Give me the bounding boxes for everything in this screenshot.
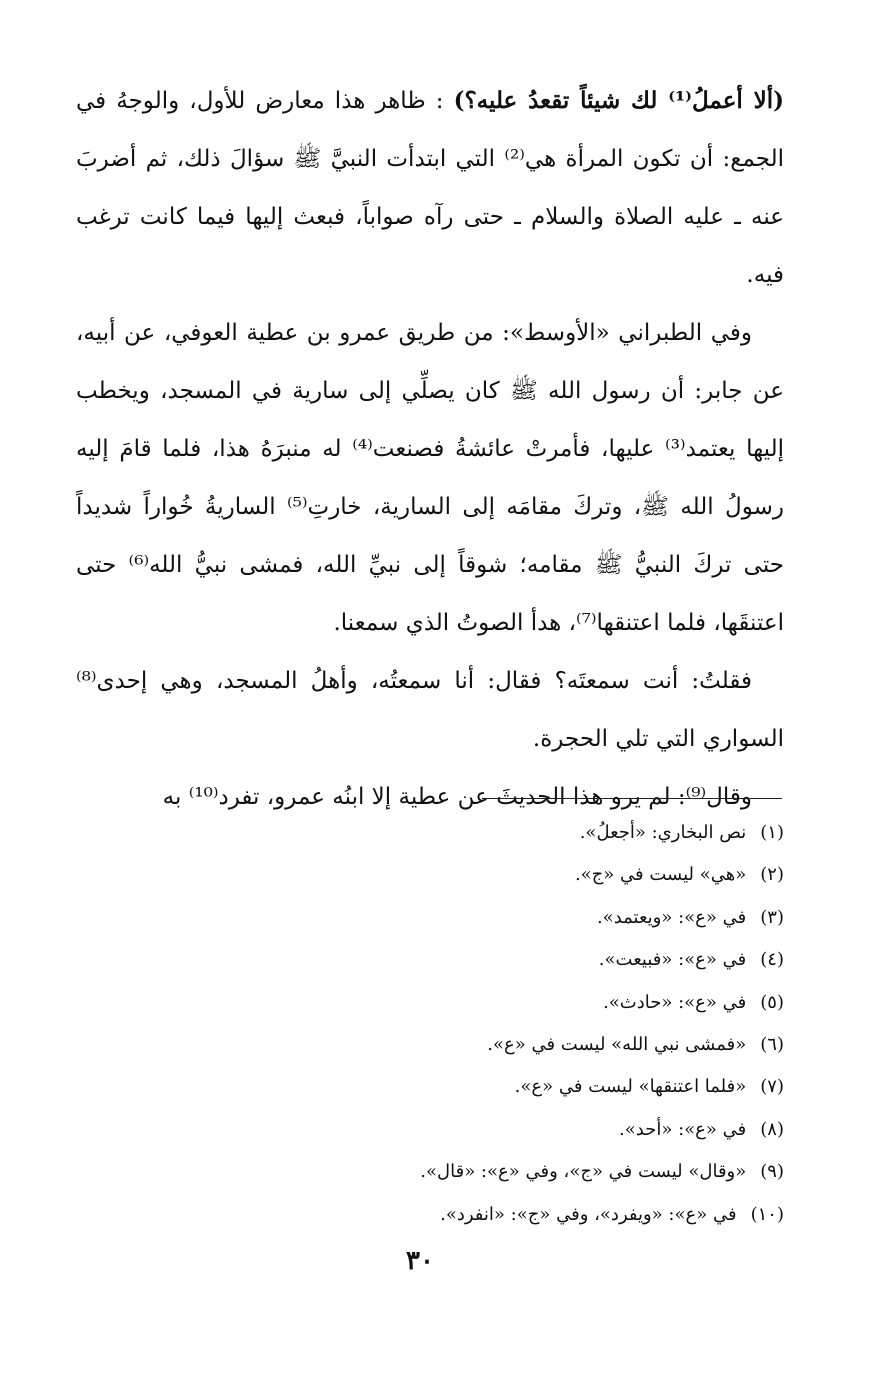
footnote-text: «فلما اعتنقها» ليست في «ع».	[514, 1076, 747, 1098]
footnote-number: (٩)	[760, 1161, 784, 1183]
footnote	[120, 1066, 784, 1108]
footnote-text: «فمشى نبي الله» ليست في «ع».	[487, 1034, 747, 1056]
main-text	[76, 72, 784, 826]
quoted-phrase: (ألا أعملُ⁽¹⁾ لك شيئاً تقعدُ عليه؟)	[453, 87, 785, 114]
footnote	[120, 939, 784, 981]
footnote-text: في «ع»: «ويعتمد».	[596, 906, 747, 928]
paragraph-1	[76, 72, 784, 304]
footnote-number: (١)	[760, 822, 784, 843]
page-number: ٣٠	[406, 1246, 434, 1276]
footnotes-list	[120, 812, 784, 1236]
footnote-text: في «ع»: «حادث».	[603, 991, 747, 1013]
footnote-number: (٧)	[760, 1076, 784, 1098]
footnote-number: (١٠)	[750, 1203, 784, 1225]
paragraph-1-text: : ظاهر هذا معارض للأول، والوجهُ في الجمع: أن تكون المرأة هي⁽²⁾ التي ابتدأت النبيَّ ﷺ سؤالَ ذلك، ثم أضربَ عنه ـ عليه الصلاة والسلام ـ حتى رآه صواباً، فبعث إليها فيما كانت ترغب فيه.	[76, 88, 784, 288]
footnote-text: في «ع»: «أحد».	[619, 1118, 747, 1140]
footnote	[120, 1194, 784, 1236]
footnote	[120, 982, 784, 1024]
footnote-number: (٣)	[760, 906, 784, 928]
paragraph-2: وفي الطبراني «الأوسط»: من طريق عمرو بن عطية العوفي، عن أبيه، عن جابر: أن رسول الله ﷺ كان يصلِّي إلى سارية في المسجد، ويخطب إليها يعتمد⁽³⁾ عليها، فأمرتْ عائشةُ فصنعت⁽⁴⁾ له منبرَهُ هذا، فلما قامَ إليه رسولُ الله ﷺ، وتركَ مقامَه إلى السارية، خارتِ⁽⁵⁾ الساريةُ خُواراً شديداً حتى تركَ النبيُّ ﷺ مقامه؛ شوقاً إلى نبيِّ الله، فمشى نبيُّ الله⁽⁶⁾ حتى اعتنقَها، فلما اعتنقها⁽⁷⁾، هدأ الصوتُ الذي سمعنا.	[76, 320, 785, 636]
footnote-separator	[482, 798, 782, 799]
footnote	[120, 854, 784, 896]
footnote-number: (٥)	[760, 991, 784, 1013]
footnote-text: «وقال» ليست في «ج»، وفي «ع»: «قال».	[420, 1161, 747, 1183]
footnote	[120, 1024, 784, 1066]
footnote	[120, 812, 784, 854]
paragraph-4: وقال⁽⁹⁾: لم يرو هذا الحديثَ عن عطية إلا ابنُه عمرو، تفرد⁽¹⁰⁾ به	[162, 784, 752, 810]
footnote-text: في «ع»: «فبيعت».	[598, 949, 747, 971]
footnote	[120, 897, 784, 939]
footnote-text: في «ع»: «ويفرد»، وفي «ج»: «انفرد».	[440, 1203, 737, 1225]
footnote-text: نص البخاري: «أجعلُ».	[579, 822, 747, 843]
footnote-number: (٨)	[760, 1118, 784, 1140]
footnote-number: (٤)	[760, 949, 784, 971]
footnote	[120, 1109, 784, 1151]
footnote-text: «هي» ليست في «ج».	[574, 864, 747, 886]
footnote-number: (٢)	[760, 864, 784, 886]
paragraph-3: فقلتُ: أنت سمعتَه؟ فقال: أنا سمعتُه، وأهلُ المسجد، وهي إحدى⁽⁸⁾ السواري التي تلي الحجرة.	[76, 668, 784, 752]
footnote-number: (٦)	[760, 1034, 784, 1056]
footnote	[120, 1151, 784, 1193]
